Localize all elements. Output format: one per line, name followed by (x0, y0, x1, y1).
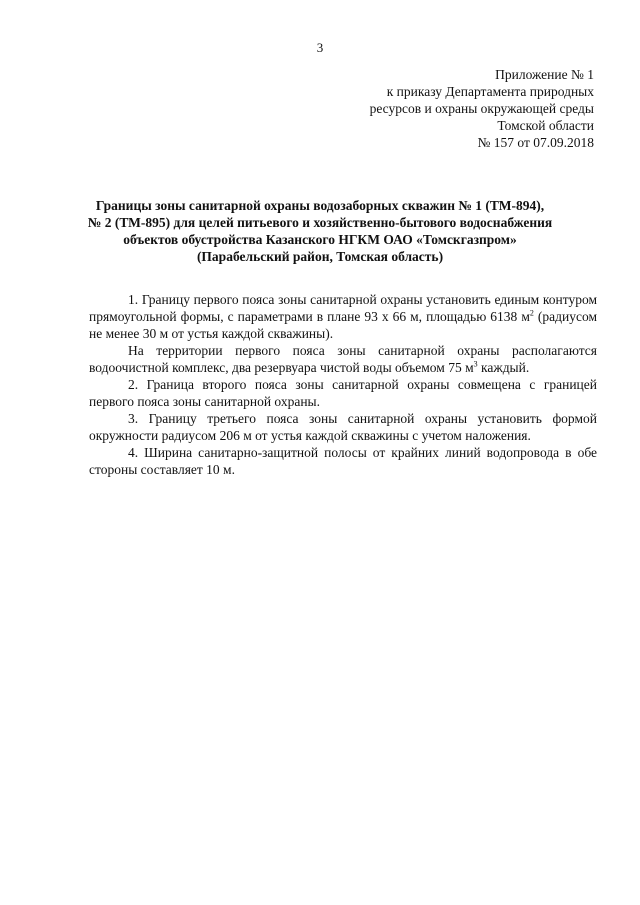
paragraph-4: 3. Границу третьего пояса зоны санитарной охраны установить формой окружности радиусом 206 м от устья каждой скважины с учетом наложения. (89, 411, 597, 443)
title-line-4: (Парабельский район, Томская область) (196, 249, 444, 264)
title-line-3: объектов обустройства Казанского НГКМ ОАО «Томскгазпром» (123, 232, 517, 247)
paragraph-1-text: 1. Границу первого пояса зоны санитарной охраны установить единым контуром прямоугольной формы, с параметрами в плане 93 х 66 м, площадью 6138 м (89, 292, 597, 324)
document-title (60, 197, 580, 265)
paragraph-1 (89, 291, 597, 342)
paragraph-3: 2. Граница второго пояса зоны санитарной охраны совмещена с границей первого пояса зоны санитарной охраны. (89, 377, 597, 409)
paragraph-2-tail: каждый. (477, 360, 530, 375)
appendix-line-4: Томской области (497, 118, 594, 133)
paragraph-2 (89, 342, 597, 376)
appendix-header (274, 66, 594, 151)
paragraph-2-text: На территории первого пояса зоны санитарной охраны располагаются водоочистной комплекс, два резервуара чистой воды объемом 75 м (89, 343, 597, 375)
superscript-2: 2 (529, 308, 534, 318)
paragraph-1-tail: (радиусом не менее 30 м от устья каждой скважины). (89, 309, 598, 341)
appendix-line-5: № 157 от 07.09.2018 (477, 135, 594, 150)
document-body (89, 291, 597, 478)
title-line-2: № 2 (ТМ-895) для целей питьевого и хозяйственно-бытового водоснабжения (87, 215, 553, 230)
title-line-1: Границы зоны санитарной охраны водозаборных скважин № 1 (ТМ-894), (95, 198, 545, 213)
appendix-line-1: Приложение № 1 (495, 67, 594, 82)
page-number: 3 (316, 40, 324, 55)
appendix-line-2: к приказу Департамента природных (386, 84, 594, 99)
paragraph-5: 4. Ширина санитарно-защитной полосы от крайних линий водопровода в обе стороны составляет 10 м. (89, 445, 597, 477)
superscript-3: 3 (473, 359, 478, 369)
appendix-line-3: ресурсов и охраны окружающей среды (369, 101, 594, 116)
